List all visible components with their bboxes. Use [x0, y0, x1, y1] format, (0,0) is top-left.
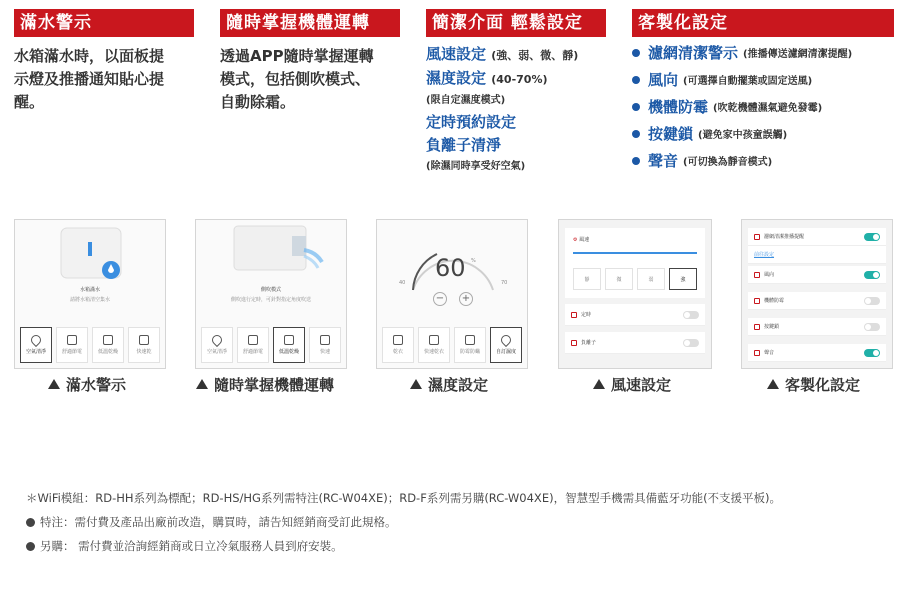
clock-icon [571, 312, 577, 318]
mode-tab[interactable]: 快速 [309, 327, 341, 363]
mode-tabs [201, 327, 341, 363]
mode-tab[interactable]: 快速乾 [128, 327, 160, 363]
mode-tab[interactable]: 舒適節電 [56, 327, 88, 363]
setting-humidity-note: (限自定濕度模式) [426, 95, 506, 106]
humidity-unit: % [471, 258, 476, 264]
description-line: 透過APP隨時掌握運轉 [220, 47, 374, 65]
ionizer-toggle[interactable] [683, 339, 699, 347]
bullet-icon [632, 76, 640, 84]
feature-header: 滿水警示 [14, 9, 194, 37]
antimold-toggle[interactable] [864, 297, 880, 305]
mode-icon [139, 335, 149, 345]
mode-tabs [382, 327, 522, 363]
mode-icon [320, 335, 330, 345]
mode-tab[interactable]: 乾衣 [382, 327, 414, 363]
mode-icon [284, 335, 294, 345]
feature-description [220, 45, 400, 114]
bullet-icon [632, 49, 640, 57]
caption-full-tank: 滿水警示 [48, 374, 126, 395]
setting-row-sound[interactable]: 聲音 [748, 344, 886, 362]
description-line: 醒。 [14, 93, 45, 111]
bullet-icon [632, 103, 640, 111]
custom-item-keylock: 按鍵鎖 (避免家中孩童誤觸) [632, 120, 894, 147]
feature-easy-settings [426, 9, 606, 177]
feature-settings-list [426, 43, 606, 177]
speaker-icon [754, 350, 760, 356]
screenshot-side-blow [195, 219, 347, 369]
footnote-special-order: 特注：需付費及產品出廠前改造，購買時，請告知經銷商受訂此規格。 [26, 514, 397, 530]
caption-fan-speed: 風速設定 [593, 374, 671, 395]
ionizer-row[interactable]: 負離子 [565, 332, 705, 354]
custom-list [632, 39, 894, 174]
bullet-icon [632, 130, 640, 138]
mode-icon [103, 335, 113, 345]
ion-icon [571, 340, 577, 346]
feature-status-monitor [220, 9, 400, 114]
mode-icon [67, 335, 77, 345]
footnote-optional-purchase: 另購： 需付費並洽詢經銷商或日立冷氣服務人員到府安裝。 [26, 538, 343, 554]
filter-icon [754, 234, 760, 240]
mode-tab[interactable]: 舒適節電 [237, 327, 269, 363]
mode-tab[interactable]: 低溫乾燥 [92, 327, 124, 363]
setting-row-keylock[interactable]: 按鍵鎖 [748, 318, 886, 336]
caption-humidity: 濕度設定 [410, 374, 488, 395]
mode-tab[interactable]: 防霉防蟎 [454, 327, 486, 363]
keylock-toggle[interactable] [864, 323, 880, 331]
screenshot-humidity [376, 219, 528, 369]
custom-item-direction: 風向 (可選擇自動擺葉或固定送風) [632, 66, 894, 93]
setting-timer: 定時預約設定 [426, 113, 517, 131]
mode-tab[interactable]: 空氣清淨 [20, 327, 52, 363]
filter-toggle[interactable] [864, 233, 880, 241]
fan-speed-option[interactable]: 強 [669, 268, 697, 290]
description-line: 水箱滿水時，以面板提 [14, 47, 165, 65]
feature-header: 隨時掌握機體運轉 [220, 9, 400, 37]
mode-icon [393, 335, 403, 345]
description-line: 自動除霜。 [220, 93, 296, 111]
fan-speed-label: ⚙ 風速 [573, 237, 590, 243]
feature-header: 簡潔介面 輕鬆設定 [426, 9, 606, 37]
lock-icon [754, 324, 760, 330]
setting-ionizer-note: (除濕同時享受好空氣) [426, 161, 526, 172]
drop-icon [210, 333, 224, 347]
fan-speed-options [573, 268, 697, 290]
feature-customization [632, 9, 894, 174]
description-line: 模式，包括側吹模式、 [220, 70, 371, 88]
description-line: 示燈及推播通知貼心提 [14, 70, 165, 88]
triangle-up-icon [410, 379, 422, 389]
triangle-up-icon [196, 379, 208, 389]
wind-direction-icon [754, 272, 760, 278]
screenshot-custom-settings [741, 219, 893, 369]
humidity-plus-button[interactable]: + [459, 292, 473, 306]
mode-tab[interactable]: 快速乾衣 [418, 327, 450, 363]
antimold-icon [754, 298, 760, 304]
mode-tab[interactable]: 低溫乾燥 [273, 327, 305, 363]
triangle-up-icon [767, 379, 779, 389]
humidity-minus-button[interactable]: − [433, 292, 447, 306]
timer-row[interactable]: 定時 [565, 304, 705, 326]
drop-icon [29, 333, 43, 347]
feature-description [14, 45, 194, 114]
thumb-subtitle: 側吹進行定時，可針對指定角度吹送 [230, 297, 311, 303]
bullet-icon [632, 157, 640, 165]
setting-ionizer: 負離子清淨 [426, 136, 502, 154]
triangle-up-icon [593, 379, 605, 389]
setting-row-direction[interactable]: 風向 [748, 266, 886, 284]
setting-humidity: 濕度設定 (40-70%) [426, 69, 548, 87]
mode-tabs [20, 327, 160, 363]
fan-speed-option[interactable]: 微 [605, 268, 633, 290]
setting-row-antimold[interactable]: 機體防霉 [748, 292, 886, 310]
humidity-max: 70 [501, 280, 508, 286]
fan-speed-card [565, 228, 705, 298]
mode-tab[interactable]: 自訂濕度 [490, 327, 522, 363]
footnote-wifi: ＊WiFi模組：RD-HH系列為標配；RD-HS/HG系列需特注(RC-W04XE)；RD-F系列需另購(RC-W04XE)，智慧型手機需具備藍牙功能(不支援平板)。 [26, 491, 782, 505]
mold-icon [465, 335, 475, 345]
humidity-min: 40 [399, 280, 406, 286]
bullet-icon [26, 542, 35, 551]
feature-header: 客製化設定 [632, 9, 894, 37]
thumb-title: 水箱滿水 [79, 287, 100, 293]
screenshot-fan-speed [558, 219, 712, 369]
fan-speed-option[interactable]: 靜 [573, 268, 601, 290]
timer-toggle[interactable] [683, 311, 699, 319]
screenshot-full-tank [14, 219, 166, 369]
fan-speed-slider[interactable] [573, 252, 697, 254]
triangle-up-icon [48, 379, 60, 389]
setting-fan-speed: 風速設定 (強、弱、微、靜) [426, 45, 579, 63]
thumb-title: 側吹模式 [260, 287, 281, 293]
mode-icon [248, 335, 258, 345]
setting-row-filter[interactable]: 濾網清潔推播提醒 [748, 228, 886, 246]
sound-toggle[interactable] [864, 349, 880, 357]
feature-full-tank [14, 9, 194, 114]
custom-item-sound: 聲音 (可切換為靜音模式) [632, 147, 894, 174]
thumb-subtitle: 請將水箱清空集水 [69, 297, 110, 303]
setting-row-filter-link[interactable]: 前往設定 [748, 246, 886, 264]
custom-item-filter: 濾網清潔警示 (推播傳送濾網清潔提醒) [632, 39, 894, 66]
mode-tab[interactable]: 空氣清淨 [201, 327, 233, 363]
fan-speed-option[interactable]: 弱 [637, 268, 665, 290]
direction-toggle[interactable] [864, 271, 880, 279]
caption-custom-settings: 客製化設定 [767, 374, 860, 395]
custom-item-antimold: 機體防霉 (吹乾機體濕氣避免發霉) [632, 93, 894, 120]
caption-side-blow: 隨時掌握機體運轉 [196, 374, 334, 395]
drop-icon [499, 333, 513, 347]
humidity-value: 60 [435, 254, 466, 282]
shirt-icon [429, 335, 439, 345]
bullet-icon [26, 518, 35, 527]
